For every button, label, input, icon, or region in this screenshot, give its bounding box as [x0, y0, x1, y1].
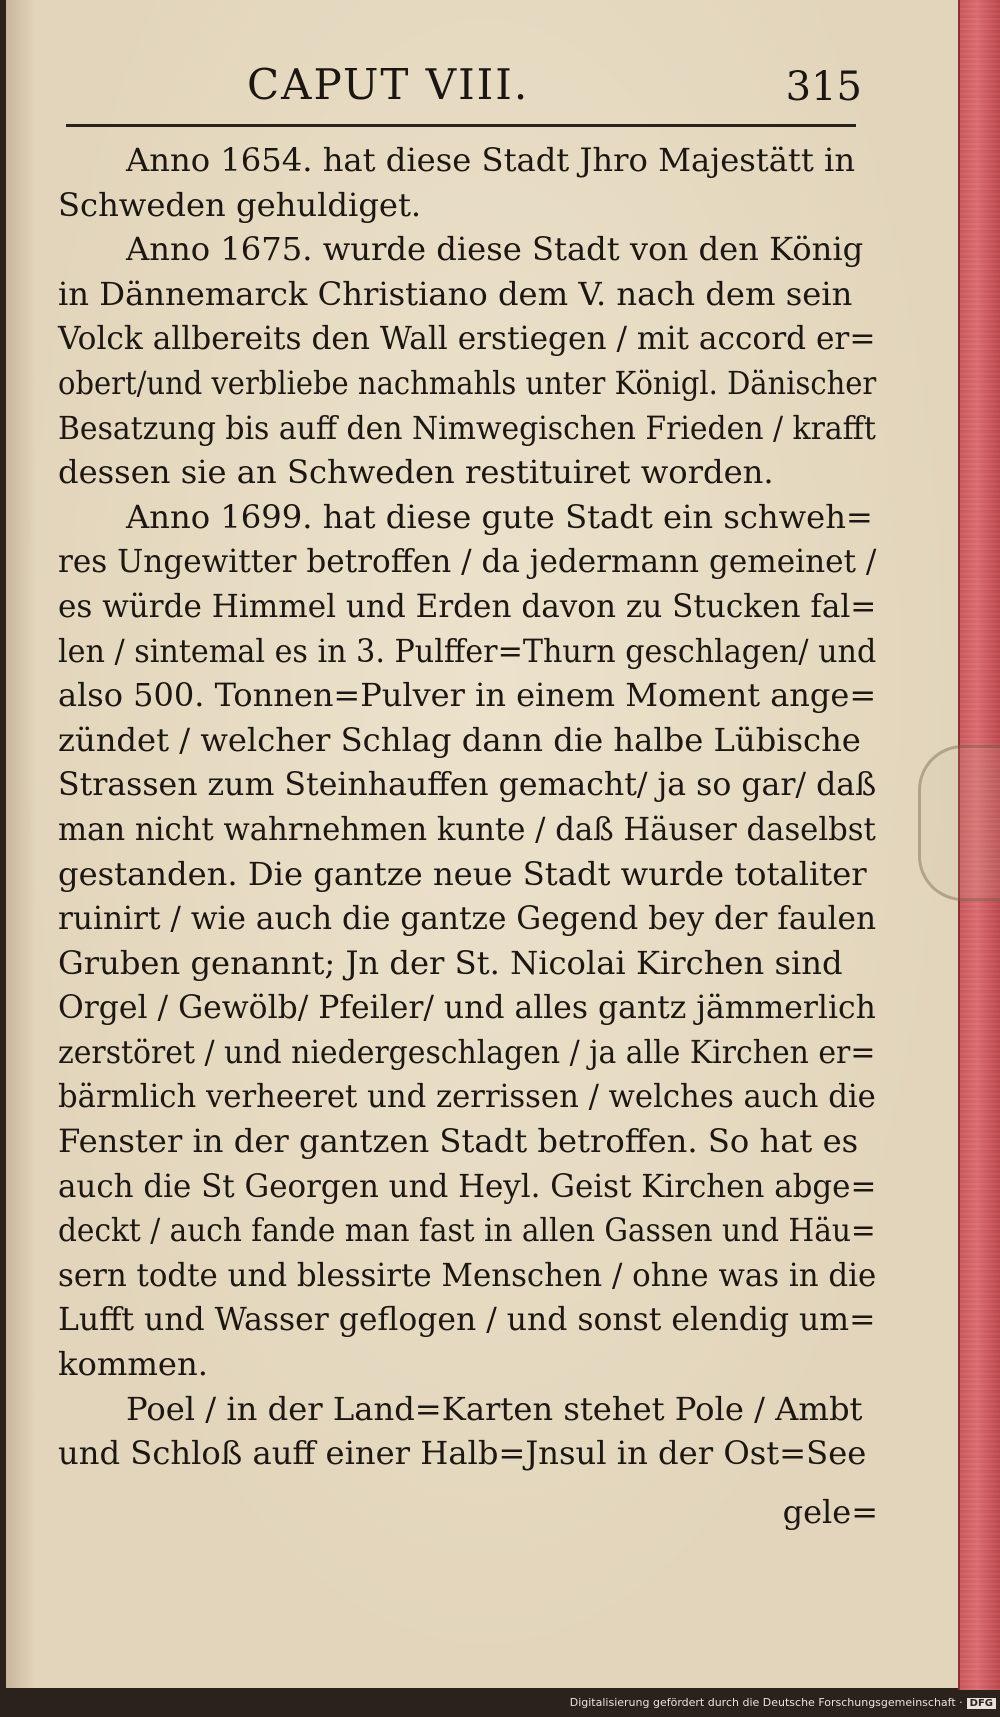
text-line: zerstöret / und niedergeschlagen / ja alle Kirchen er=: [58, 1032, 876, 1071]
text-line: Strassen zum Steinhauffen gemacht/ ja so gar/ daß: [58, 765, 877, 804]
text-line: Anno 1675. wurde diese Stadt von den König: [126, 230, 864, 269]
text-line: auch die St Georgen und Heyl. Geist Kirchen abge=: [58, 1166, 877, 1205]
text-line: sern todte und blessirte Menschen / ohne was in die: [58, 1255, 877, 1294]
text-line: deckt / auch fande man fast in allen Gassen und Häu=: [58, 1211, 876, 1250]
text-line: Anno 1699. hat diese gute Stadt ein schweh=: [126, 497, 873, 536]
text-line: len / sintemal es in 3. Pulffer=Thurn geschlagen/ und: [58, 631, 877, 670]
text-line: es würde Himmel und Erden davon zu Stucken fal=: [58, 586, 877, 625]
text-line: Gruben genannt; Jn der St. Nicolai Kirchen sind: [58, 943, 843, 982]
digitization-credit: [0, 1696, 996, 1716]
dfg-logo: DFG: [967, 1698, 996, 1709]
text-line: und Schloß auff einer Halb=Jnsul in der Ost=See: [58, 1434, 867, 1473]
page-body: [58, 138, 876, 1476]
page-clip-shadow: [918, 745, 1000, 901]
text-line: obert/und verbliebe nachmahls unter Königl. Dänischer: [58, 363, 877, 402]
text-line: Fenster in der gantzen Stadt betroffen. So hat es: [58, 1122, 859, 1161]
text-line: Lufft und Wasser geflogen / und sonst elendig um=: [58, 1300, 876, 1339]
text-line: zündet / welcher Schlag dann die halbe Lübische: [58, 720, 861, 759]
text-line: Poel / in der Land=Karten stehet Pole / Ambt: [126, 1389, 863, 1428]
chapter-title: CAPUT VIII.: [247, 60, 530, 109]
text-line: in Dännemarck Christiano dem V. nach dem sein: [58, 274, 853, 313]
credit-text: Digitalisierung gefördert durch die Deutsche Forschungsgemeinschaft ·: [569, 1696, 963, 1709]
text-line: Orgel / Gewölb/ Pfeiler/ und alles gantz jämmerlich: [58, 988, 876, 1027]
header-rule: [66, 124, 856, 127]
page-number: 315: [785, 64, 862, 110]
text-line: bärmlich verheeret und zerrissen / welches auch die: [58, 1077, 876, 1116]
text-line: also 500. Tonnen=Pulver in einem Moment ange=: [58, 676, 877, 715]
text-line: Besatzung bis auff den Nimwegischen Frieden / krafft: [58, 408, 876, 447]
text-line: kommen.: [58, 1345, 208, 1384]
text-line: dessen sie an Schweden restituiret worden.: [58, 453, 774, 492]
text-line: gestanden. Die gantze neue Stadt wurde totaliter: [58, 854, 867, 893]
text-line: Schweden gehuldiget.: [58, 185, 422, 224]
text-line: res Ungewitter betroffen / da jedermann gemeinet /: [58, 542, 877, 581]
text-line: Volck allbereits den Wall erstiegen / mit accord er=: [58, 319, 876, 358]
text-line: ruinirt / wie auch die gantze Gegend bey der faulen: [58, 899, 877, 938]
catchword: gele=: [782, 1493, 878, 1531]
text-line: man nicht wahrnehmen kunte / daß Häuser daselbst: [58, 809, 876, 848]
running-header: [62, 56, 862, 118]
text-line: Anno 1654. hat diese Stadt Jhro Majestätt in: [126, 141, 856, 179]
